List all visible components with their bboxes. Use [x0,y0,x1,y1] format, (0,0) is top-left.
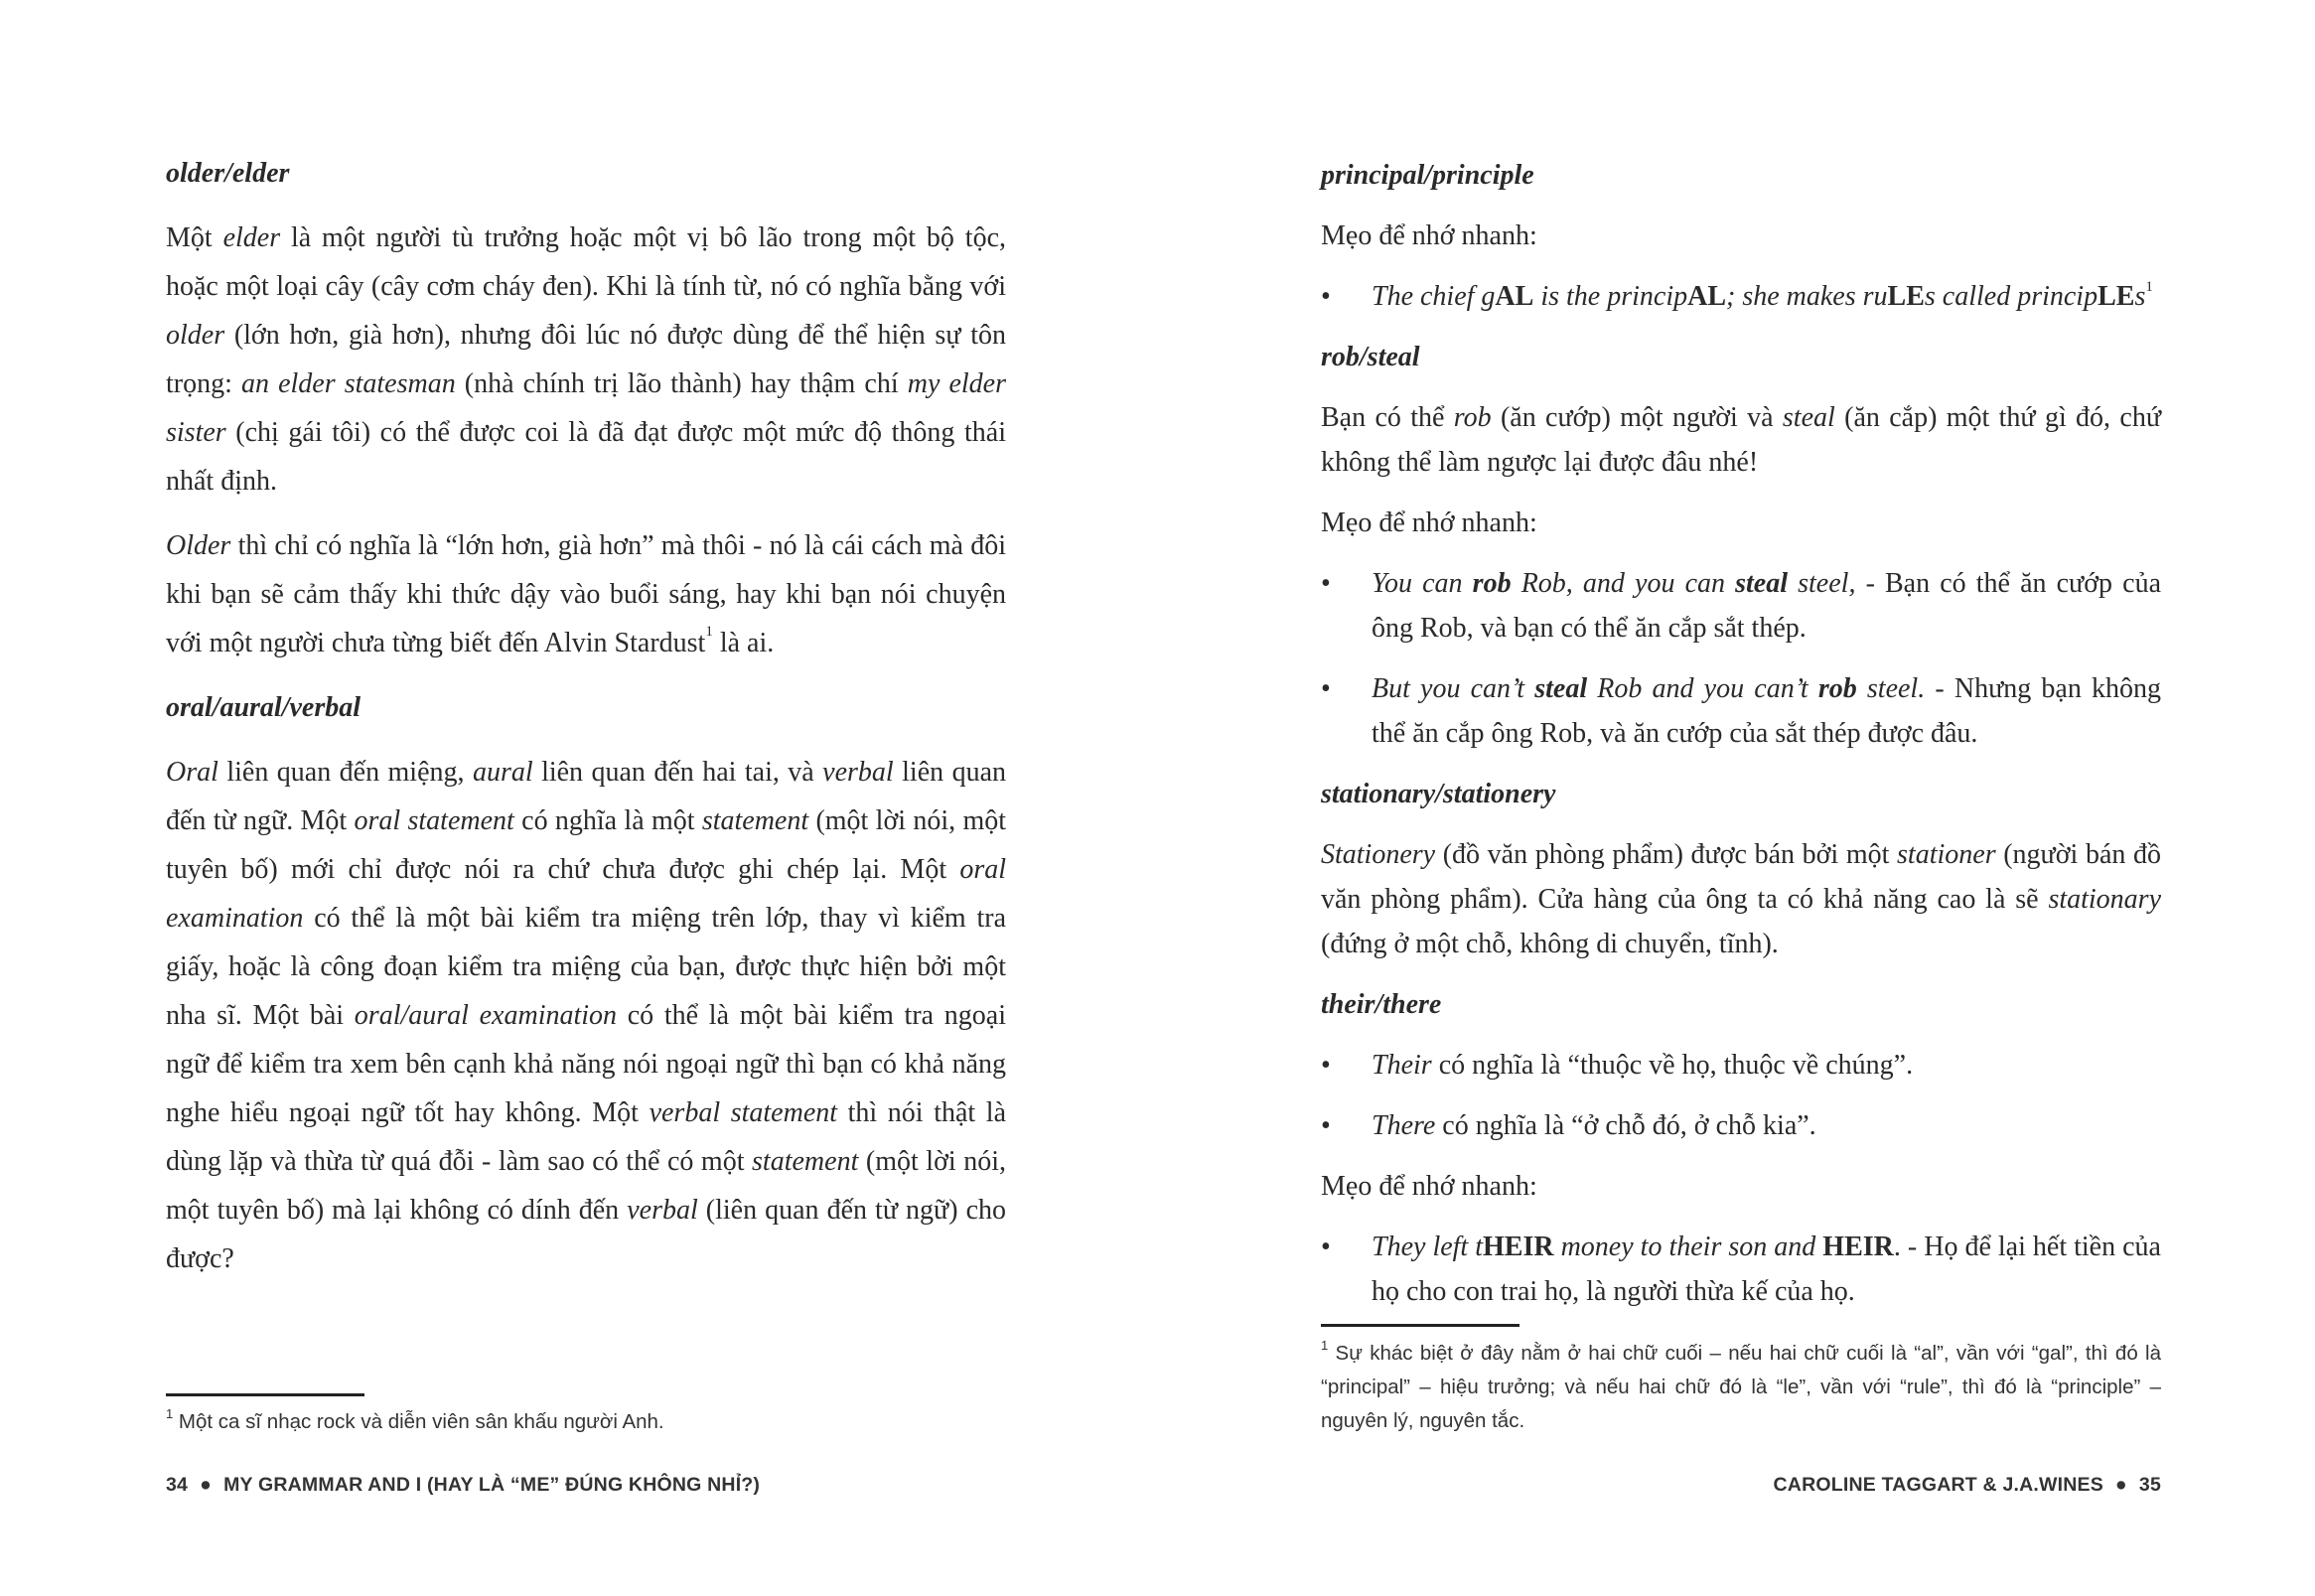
text-run: is the princip [1533,281,1688,312]
text-run: steel, [1788,568,1856,599]
text-run: có thể là một bài kiểm tra miệng trên lớp, thay vì kiểm tra giấy, hoặc là công đoạn kiểm tra miệng của bạn, được thực hiện bởi một nha sĩ. Một bài [166,903,1006,1031]
text-run: (một lời nói, một tuyên bố) mà lại không có dính đến [166,1146,1006,1226]
text-run: có nghĩa là “ở chỗ đó, ở chỗ kia”. [1435,1110,1816,1141]
footnote-mark: 1 [1321,1338,1329,1353]
text-run: Rob, and you can [1511,568,1736,599]
text-run: AL [1687,281,1726,312]
text-run: (lớn hơn, già hơn), nhưng đôi lúc nó được dùng để thể hiện sự tôn trọng: [166,320,1006,399]
paragraph [1321,1164,2161,1209]
text-run: aural [472,757,533,788]
bullet-item [1321,561,2161,651]
text-run: Rob and you can’t [1587,673,1818,704]
section-heading [166,149,1006,198]
text-run: Their [1372,1050,1432,1081]
text-run: (ăn cắp) một thứ gì đó, chứ không thể làm ngược lại được đâu nhé! [1321,402,2162,478]
text-run: liên quan đến từ ngữ. Một [166,757,1006,836]
page-number: 34 [166,1474,189,1496]
text-run: principal/principle [1321,160,1534,191]
paragraph [166,214,1006,506]
text-run: LE [1887,281,1925,312]
right-page-footer [1774,1474,2161,1497]
text-run: Mẹo để nhớ nhanh: [1321,220,1537,251]
paragraph [1321,832,2161,966]
bullet-icon: • [1321,568,1331,599]
text-run: steal [1534,673,1588,704]
text-run: statement [701,805,809,836]
text-run: verbal [822,757,894,788]
text-run: s [2134,281,2146,312]
text-run: stationary/stationery [1321,779,1556,809]
text-run: (đồ văn phòng phẩm) được bán bởi một [1435,839,1898,870]
text-run: (ăn cướp) một người và [1491,402,1783,433]
text-run: older [166,320,225,351]
bullet-icon: • [1321,1110,1331,1141]
section-heading [1321,772,2161,816]
bullet-icon: • [1321,1232,1331,1262]
text-run: Mẹo để nhớ nhanh: [1321,1171,1537,1202]
bullet-icon: • [1321,1050,1331,1081]
text-run: AL [1495,281,1534,312]
text-run: (nhà chính trị lão thành) hay thậm chí [455,368,908,399]
text-run: s called princip [1924,281,2098,312]
paragraph [1321,501,2161,545]
paragraph [1321,214,2161,258]
paragraph [166,521,1006,667]
text-run: (một lời nói, một tuyên bố) mới chỉ được nói ra chứ chưa được ghi chép lại. Một [166,805,1006,885]
right-page-body [1321,153,2161,1330]
text-run: The chief g [1372,281,1496,312]
left-footnote [166,1405,1006,1439]
text-run: rob [1472,568,1512,599]
text-run: Older [166,530,231,561]
text-run: You can [1372,568,1473,599]
text-run: liên quan đến hai tai, và [532,757,823,788]
section-heading [1321,982,2161,1027]
text-run: stationer [1897,839,1996,870]
text-run: an elder statesman [240,368,456,399]
text-run: thì nói thật là dùng lặp và thừa từ quá đỗi - làm sao có thể có một [166,1097,1007,1177]
text-run: là ai. [712,628,775,658]
section-heading [1321,335,2161,379]
text-run: HEIR [1483,1232,1554,1262]
footnote-reference: 1 [705,624,713,640]
text-run: có thể là một bài kiểm tra ngoại ngữ để kiểm tra xem bên cạnh khả năng nói ngoại ngữ thì bạn có khả năng nghe hiểu ngoại ngữ tốt hay không. Một [166,1000,1006,1128]
book-title: MY GRAMMAR AND I (HAY LÀ “ME” ĐÚNG KHÔNG NHỈ?) [223,1474,761,1496]
footnote-divider [1321,1324,1519,1327]
text-run: (người bán đồ văn phòng phẩm). Cửa hàng của ông ta có khả năng cao là sẽ [1321,839,2161,915]
text-run: oral/aural examination [354,1000,618,1031]
text-run: có nghĩa là “thuộc về họ, thuộc về chúng”. [1431,1050,1914,1081]
text-run: (chị gái tôi) có thể được coi là đã đạt được một mức độ thông thái nhất định. [166,417,1006,497]
footnote-mark: 1 [166,1406,174,1421]
bullet-icon: • [1321,281,1331,312]
text-run: là một người tù trưởng hoặc một vị bô lão trong một bộ tộc, hoặc một loại cây (cây cơm cháy đen). Khi là tính từ, nó có nghĩa bằng với [166,222,1006,302]
bullet-item [1321,1043,2161,1088]
bullet-item [1321,1225,2161,1314]
text-run: oral examination [166,854,1006,934]
text-run: (đứng ở một chỗ, không di chuyển, tĩnh). [1321,929,1779,959]
text-run: steal [1735,568,1789,599]
section-heading [1321,153,2161,198]
text-run: Oral [166,757,218,788]
author-names: CAROLINE TAGGART & J.A.WINES [1773,1474,2103,1496]
section-heading [166,683,1006,732]
text-run: steal [1782,402,1835,433]
footer-separator: ● [2114,1474,2127,1496]
text-run: steel. [1856,673,1926,704]
text-run: money to their son and [1553,1232,1823,1262]
bullet-item [1321,1103,2161,1148]
text-run: liên quan đến miệng, [217,757,473,788]
text-run: There [1372,1110,1436,1141]
text-run: elder [222,222,281,253]
text-run: oral/aural/verbal [166,692,362,723]
text-run: statement [752,1146,859,1177]
text-run: HEIR [1822,1232,1894,1262]
text-run: Mẹo để nhớ nhanh: [1321,508,1537,538]
paragraph [166,748,1006,1283]
footnote-reference: 1 [2145,279,2153,295]
text-run: có nghĩa là một [513,805,702,836]
left-page-footer [166,1474,760,1497]
bullet-icon: • [1321,673,1331,704]
bullet-item [1321,274,2161,319]
right-footnote [1321,1337,2161,1438]
footnote-text: Sự khác biệt ở đây nằm ở hai chữ cuối – nếu hai chữ cuối là “al”, vần với “gal”, thì đó là “principal” – hiệu trưởng; và nếu hai chữ đó là “le”, vần với “rule”, thì đó là “principle” – nguyên lý, nguyên tắc. [1321,1342,2161,1432]
text-run: their/there [1321,989,1442,1020]
footer-separator: ● [200,1474,213,1496]
text-run: verbal [627,1195,698,1226]
text-run: ; she makes ru [1726,281,1888,312]
text-run: (liên quan đến từ ngữ) cho được? [166,1195,1006,1274]
text-run: LE [2098,281,2135,312]
text-run: rob/steal [1321,342,1420,372]
text-run: stationary [2048,884,2161,915]
left-page-body [166,149,1006,1299]
text-run: oral statement [354,805,514,836]
text-run: rob [1453,402,1492,433]
paragraph [1321,395,2161,485]
text-run: Một [166,222,223,253]
text-run: But you can’t [1372,673,1535,704]
text-run: thì chỉ có nghĩa là “lớn hơn, già hơn” mà thôi - nó là cái cách mà đôi khi bạn sẽ cảm thấy khi thức dậy vào buổi sáng, hay khi bạn nói chuyện với một người chưa từng biết đến Alvin Stardust [166,530,1006,658]
text-run: rob [1817,673,1857,704]
text-run: Stationery [1321,839,1436,870]
footnote-divider [166,1393,364,1396]
text-run: They left t [1372,1232,1483,1262]
text-run: - Nhưng bạn không thể ăn cắp ông Rob, và ăn cướp của sắt thép được đâu. [1372,673,2161,749]
text-run: my elder sister [166,368,1007,448]
text-run: verbal statement [649,1097,838,1128]
page-number: 35 [2138,1474,2161,1496]
bullet-item [1321,666,2161,756]
text-run: . - Họ để lại hết tiền của họ cho con trai họ, là người thừa kế của họ. [1372,1232,2161,1307]
text-run: Bạn có thể [1321,402,1454,433]
footnote-text: Một ca sĩ nhạc rock và diễn viên sân khấu người Anh. [173,1410,664,1433]
text-run: - Bạn có thể ăn cướp của ông Rob, và bạn có thể ăn cắp sắt thép. [1372,568,2162,644]
text-run: older/elder [166,158,290,189]
